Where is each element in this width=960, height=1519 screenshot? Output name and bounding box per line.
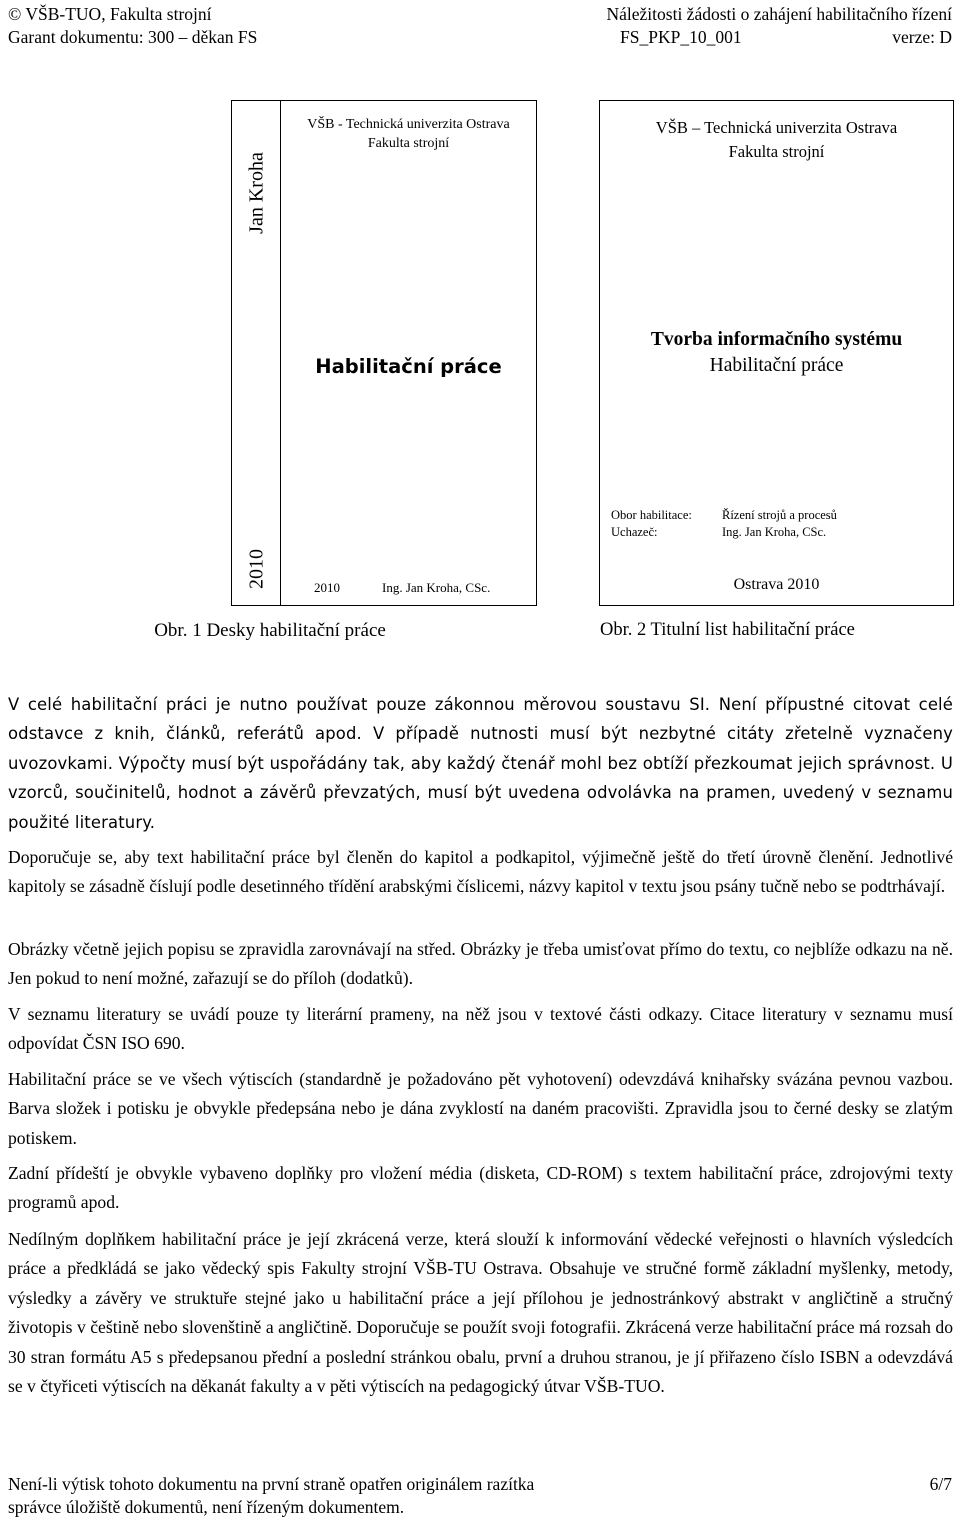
paragraph-units-citations: V celé habilitační práci je nutno používat pouze zákonnou měrovou soustavu SI. Není přípustné citovat celé odstavce z knih, článků, referátů apod. V případě nutnosti musí být nezbytné citáty zřetelně vyznačeny uvozovkami. Výpočty musí být uspořádány tak, aby každý čtenář mohl bez obtíží přezkoumat jejich správnost. U vzorců, součinitelů, hodnot a závěrů převzatých, musí být uvedena odvolávka na pramen, uvedený v seznamu použité literatury. [8,695,953,832]
title-page-institution-line1: VŠB – Technická univerzita Ostrava [655,118,898,137]
title-page-subtitle: Habilitační práce [709,355,844,376]
title-page-frame [599,100,954,606]
paragraph-figures: Obrázky včetně jejich popisu se zpravidla zarovnávají na střed. Obrázky je třeba umisťovat přímo do textu, co nejblíže odkazu na ně. Jen pokud to není možné, zařazují se do příloh (dodatků). [8,939,953,989]
header-guarantor: Garant dokumentu: 300 – děkan FS [8,27,258,47]
title-page-place-year: Ostrava 2010 [733,576,820,593]
cover-bottom-year: 2010 [314,580,340,595]
header-version: verze: D [892,27,952,47]
cover-institution-line2: Fakulta strojní [367,136,450,151]
title-page-institution-line2: Fakulta strojní [728,142,825,161]
cover-institution-line1: VŠB - Technická univerzita Ostrava [307,117,510,132]
header-row-top [8,3,952,25]
figure1-caption: Obr. 1 Desky habilitační práce [154,620,386,641]
paragraph-back-cover: Zadní přídeští je obvykle vybaveno doplňky pro vložení média (disketa, CD-ROM) s textem habilitační práce, zdrojovými texty programů apod. [8,1163,953,1213]
header-copyright: © VŠB-TUO, Fakulta strojní [8,4,212,24]
cover-bottom-name: Ing. Jan Kroha, CSc. [382,580,491,595]
title-page-heading [600,327,953,379]
header-document-title: Náležitosti žádosti o zahájení habilitačního řízení [606,4,952,24]
paragraph-binding: Habilitační práce se ve všech výtiscích (standardně je požadováno pět vyhotovení) odevzdává knihařsky svázána pevnou vazbou. Barva složek i potisku je obvykle předepsána nebo je dána zvyklostí na daném pracovišti. Zpravidla jsou to černé desky se zlatým potiskem. [8,1069,953,1148]
cover-front [280,100,537,606]
footer-note-line2: správce úložiště dokumentů, není řízeným dokumentem. [8,1497,405,1517]
cover-title: Habilitační práce [315,355,502,378]
footer-note-line1: Není-li výtisk tohoto dokumentu na první straně opatřen originálem razítka [8,1474,535,1494]
title-page-candidate-label: Uchazeč: [611,525,658,539]
spine-year: 2010 [245,549,268,589]
spine-name: Jan Kroha [245,152,268,234]
paragraph-chapters: Doporučuje se, aby text habilitační práce byl členěn do kapitol a podkapitol, výjimečně ještě do třetí úrovně členění. Jednotlivé kapitoly se zásadně číslují podle desetinného třídění arabskými číslicemi, názvy kapitol v textu jsou psány tučně nebo se podtrhávají. [8,847,953,897]
cover-spine [231,100,281,606]
title-page-candidate-value: Ing. Jan Kroha, CSc. [722,525,827,539]
title-page-field-value: Řízení strojů a procesů [722,508,837,522]
header-row-bottom [8,26,952,48]
title-page-field-label: Obor habilitace: [611,508,692,522]
figure2-caption: Obr. 2 Titulní list habilitační práce [600,620,855,640]
title-page-institution [600,116,953,164]
footer-page-number: 6/7 [929,1474,952,1494]
paragraph-literature: V seznamu literatury se uvádí pouze ty literární prameny, na něž jsou v textové části odkazy. Citace literatury v seznamu musí odpovídat ČSN ISO 690. [8,1004,953,1054]
title-page-title: Tvorba informačního systému [650,329,903,350]
header-doc-code: FS_PKP_10_001 [620,27,742,47]
cover-institution [281,115,536,153]
paragraph-short-version: Nedílným doplňkem habilitační práce je její zkrácená verze, která slouží k informování vědecké veřejnosti o hlavních výsledcích práce a předkládá se jako vědecký spis Fakulty strojní VŠB-TU Ostrava. Obsahuje ve stručné formě základní myšlenky, metody, výsledky a závěry ve struktuře stejné jako u habilitační práce a její přílohou je jednostránkový abstrakt v angličtině a stručný životopis v češtině nebo slovenštině a angličtině. Doporučuje se použít svoji fotografii. Zkrácená verze habilitační práce má rozsah do 30 stran formátu A5 s předepsanou přední a poslední stránkou obalu, první a druhou stranou, je jí přiřazeno číslo ISBN a odevzdává se v čtyřiceti výtiscích na děkanát fakulty a v pěti výtiscích na pedagogický útvar VŠB-TUO. [8,1229,953,1397]
